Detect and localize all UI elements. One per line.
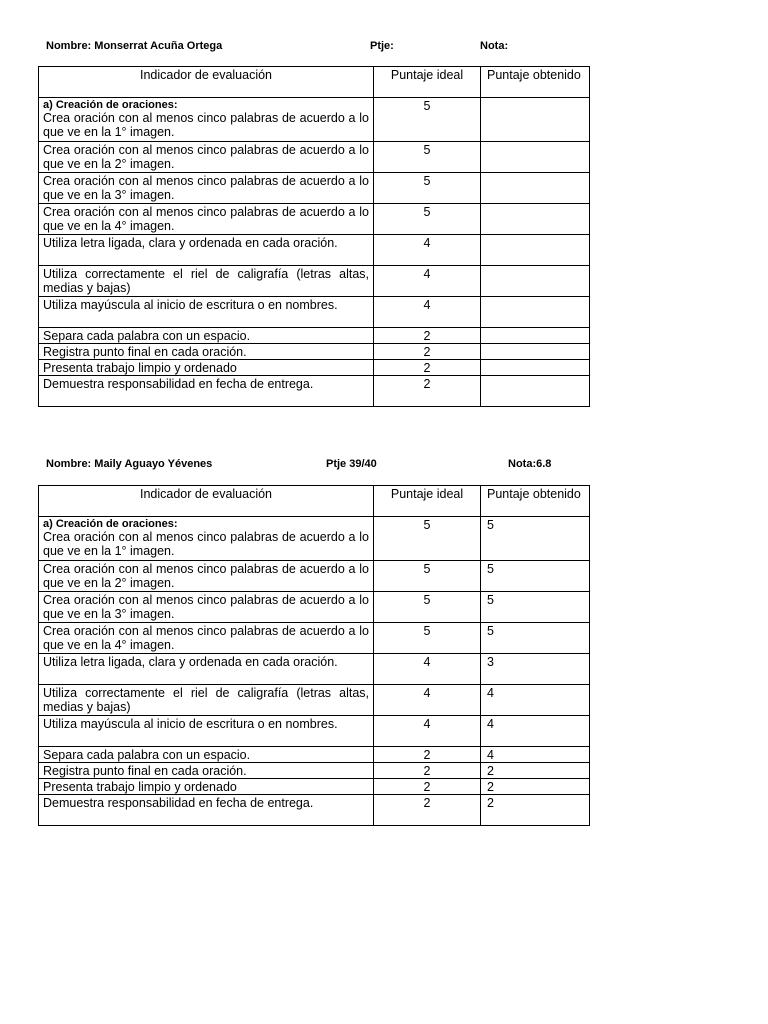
ideal-score-cell: 2 (374, 376, 481, 407)
ideal-score-cell: 2 (374, 360, 481, 376)
indicator-cell: Registra punto final en cada oración. (39, 763, 374, 779)
student-name: Nombre: Maily Aguayo Yévenes (46, 458, 213, 470)
header-indicador: Indicador de evaluación (39, 67, 374, 98)
ideal-score-cell: 5 (374, 142, 481, 173)
score-label: Ptje: (370, 40, 394, 52)
obtained-score-cell (481, 328, 590, 344)
obtained-score-cell: 5 (481, 517, 590, 561)
table-row (39, 235, 590, 266)
ideal-score-cell: 5 (374, 592, 481, 623)
ideal-score-cell: 2 (374, 747, 481, 763)
ideal-score-cell: 4 (374, 716, 481, 747)
header-ideal: Puntaje ideal (374, 486, 481, 517)
indicator-cell: Registra punto final en cada oración. (39, 344, 374, 360)
indicator-cell: Separa cada palabra con un espacio. (39, 747, 374, 763)
obtained-score-cell: 4 (481, 716, 590, 747)
obtained-score-cell: 2 (481, 779, 590, 795)
indicator-cell: Utiliza correctamente el riel de caligrafía (letras altas, medias y bajas) (39, 266, 374, 297)
table-row (39, 747, 590, 763)
ideal-score-cell: 2 (374, 344, 481, 360)
obtained-score-cell: 5 (481, 592, 590, 623)
indicator-cell (39, 98, 374, 142)
table-row (39, 328, 590, 344)
score-label: Ptje 39/40 (326, 458, 377, 470)
grade-label: Nota:6.8 (508, 458, 552, 470)
table-header-row (39, 67, 590, 98)
indicator-cell (39, 517, 374, 561)
obtained-score-cell (481, 204, 590, 235)
obtained-score-cell: 2 (481, 763, 590, 779)
section-title: a) Creación de oraciones: (43, 518, 178, 530)
indicator-cell: Crea oración con al menos cinco palabras de acuerdo a lo que ve en la 4° imagen. (39, 623, 374, 654)
table-header-row (39, 486, 590, 517)
table-row (39, 266, 590, 297)
indicator-cell: Demuestra responsabilidad en fecha de entrega. (39, 795, 374, 826)
table-row (39, 204, 590, 235)
obtained-score-cell: 2 (481, 795, 590, 826)
table-row (39, 716, 590, 747)
grade-label: Nota: (480, 40, 509, 52)
obtained-score-cell: 4 (481, 685, 590, 716)
ideal-score-cell: 5 (374, 517, 481, 561)
ideal-score-cell: 4 (374, 235, 481, 266)
indicator-cell: Utiliza letra ligada, clara y ordenada en cada oración. (39, 654, 374, 685)
obtained-score-cell: 5 (481, 561, 590, 592)
obtained-score-cell (481, 235, 590, 266)
table-row (39, 763, 590, 779)
table-row (39, 297, 590, 328)
ideal-score-cell: 4 (374, 297, 481, 328)
header-ideal: Puntaje ideal (374, 67, 481, 98)
ideal-score-cell: 2 (374, 328, 481, 344)
table-row (39, 173, 590, 204)
ideal-score-cell: 5 (374, 204, 481, 235)
student-name: Nombre: Monserrat Acuña Ortega (46, 40, 223, 52)
table-row (39, 592, 590, 623)
obtained-score-cell (481, 142, 590, 173)
indicator-cell: Demuestra responsabilidad en fecha de entrega. (39, 376, 374, 407)
rubric-table-1 (38, 66, 590, 407)
table-row (39, 344, 590, 360)
ideal-score-cell: 2 (374, 795, 481, 826)
obtained-score-cell: 4 (481, 747, 590, 763)
ideal-score-cell: 5 (374, 173, 481, 204)
obtained-score-cell (481, 376, 590, 407)
obtained-score-cell: 5 (481, 623, 590, 654)
indicator-cell: Utiliza mayúscula al inicio de escritura o en nombres. (39, 297, 374, 328)
header-obtenido: Puntaje obtenido (481, 67, 590, 98)
indicator-cell: Crea oración con al menos cinco palabras de acuerdo a lo que ve en la 2° imagen. (39, 561, 374, 592)
table-row (39, 795, 590, 826)
ideal-score-cell: 5 (374, 98, 481, 142)
table-row (39, 654, 590, 685)
ideal-score-cell: 2 (374, 763, 481, 779)
indicator-cell: Crea oración con al menos cinco palabras de acuerdo a lo que ve en la 2° imagen. (39, 142, 374, 173)
table-row (39, 561, 590, 592)
obtained-score-cell (481, 344, 590, 360)
indicator-cell: Crea oración con al menos cinco palabras de acuerdo a lo que ve en la 3° imagen. (39, 173, 374, 204)
indicator-cell: Crea oración con al menos cinco palabras de acuerdo a lo que ve en la 4° imagen. (39, 204, 374, 235)
obtained-score-cell (481, 297, 590, 328)
indicator-text: Crea oración con al menos cinco palabras de acuerdo a lo que ve en la 1° imagen. (43, 111, 369, 139)
indicator-cell: Utiliza mayúscula al inicio de escritura o en nombres. (39, 716, 374, 747)
ideal-score-cell: 4 (374, 266, 481, 297)
header-indicador: Indicador de evaluación (39, 486, 374, 517)
obtained-score-cell (481, 98, 590, 142)
ideal-score-cell: 2 (374, 779, 481, 795)
ideal-score-cell: 5 (374, 623, 481, 654)
indicator-cell: Utiliza correctamente el riel de caligrafía (letras altas, medias y bajas) (39, 685, 374, 716)
rubric-table-2 (38, 485, 590, 826)
table-row (39, 623, 590, 654)
ideal-score-cell: 5 (374, 561, 481, 592)
indicator-cell: Crea oración con al menos cinco palabras de acuerdo a lo que ve en la 3° imagen. (39, 592, 374, 623)
table-row (39, 98, 590, 142)
header-obtenido: Puntaje obtenido (481, 486, 590, 517)
table-row (39, 517, 590, 561)
indicator-text: Crea oración con al menos cinco palabras de acuerdo a lo que ve en la 1° imagen. (43, 530, 369, 558)
indicator-cell: Separa cada palabra con un espacio. (39, 328, 374, 344)
indicator-cell: Presenta trabajo limpio y ordenado (39, 360, 374, 376)
indicator-cell: Utiliza letra ligada, clara y ordenada en cada oración. (39, 235, 374, 266)
section-title: a) Creación de oraciones: (43, 99, 178, 111)
indicator-cell: Presenta trabajo limpio y ordenado (39, 779, 374, 795)
table-row (39, 142, 590, 173)
ideal-score-cell: 4 (374, 654, 481, 685)
ideal-score-cell: 4 (374, 685, 481, 716)
table-row (39, 360, 590, 376)
table-row (39, 376, 590, 407)
obtained-score-cell: 3 (481, 654, 590, 685)
obtained-score-cell (481, 173, 590, 204)
obtained-score-cell (481, 360, 590, 376)
obtained-score-cell (481, 266, 590, 297)
table-row (39, 685, 590, 716)
table-row (39, 779, 590, 795)
